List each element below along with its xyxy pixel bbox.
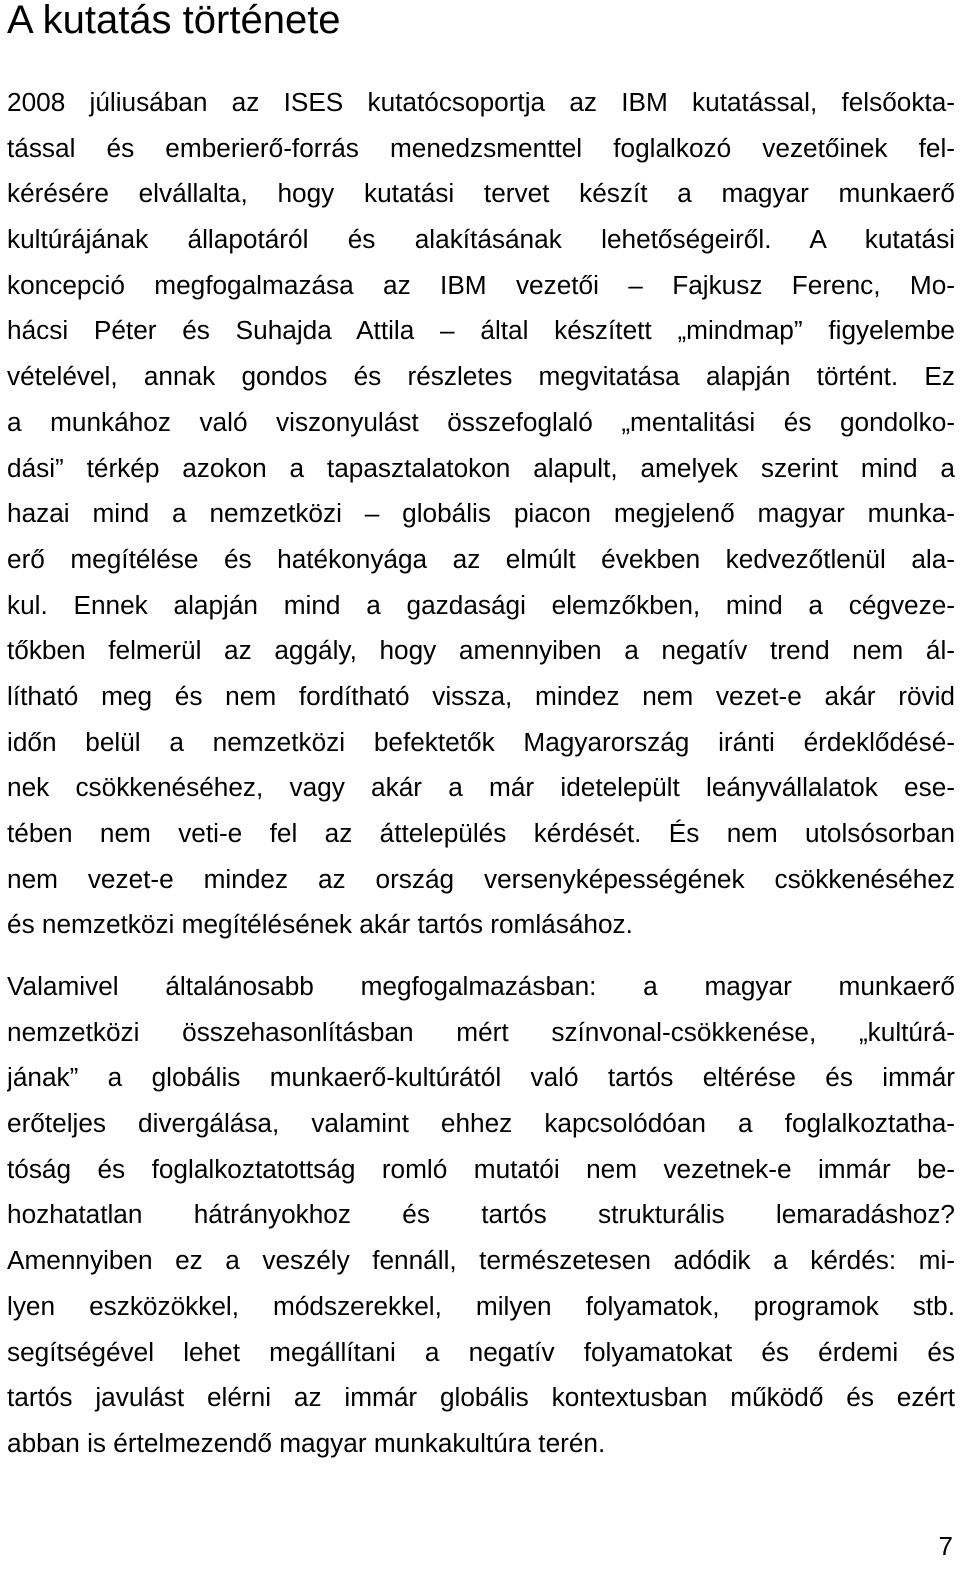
text-line: kultúrájának állapotáról és alakításának lehetőségeiről. A kutatási xyxy=(7,224,955,255)
text-line: abban is értelmezendő magyar munkakultúra terén. xyxy=(7,1427,606,1458)
text-line: tartós javulást elérni az immár globális kontextusban működő és ezért xyxy=(7,1382,955,1413)
text-line: a munkához való viszonyulást összefoglaló „mentalitási és gondolko- xyxy=(7,406,955,437)
text-line: vételével, annak gondos és részletes megvitatása alapján történt. Ez xyxy=(7,361,955,392)
text-line: és nemzetközi megítélésének akár tartós romlásához. xyxy=(7,909,633,940)
text-line: nem vezet-e mindez az ország versenyképességének csökkenéséhez xyxy=(7,863,955,894)
text-line: tással és emberierő-forrás menedzsmenttel foglalkozó vezetőinek fel- xyxy=(7,132,955,163)
text-line: nek csökkenéséhez, vagy akár a már idetelepült leányvállalatok ese- xyxy=(7,772,955,803)
text-line: tében nem veti-e fel az áttelepülés kérdését. És nem utolsósorban xyxy=(7,818,955,848)
text-line: Amennyiben ez a veszély fennáll, természetesen adódik a kérdés: mi- xyxy=(7,1245,955,1276)
text-line: kérésére elvállalta, hogy kutatási tervet készít a magyar munkaerő xyxy=(7,178,955,209)
text-line: lítható meg és nem fordítható vissza, mindez nem vezet-e akár rövid xyxy=(7,680,955,711)
text-line: nemzetközi összehasonlításban mért színvonal-csökkenése, „kultúrá- xyxy=(7,1016,955,1047)
text-line: hácsi Péter és Suhajda Attila – által készített „mindmap” figyelembe xyxy=(7,315,955,346)
text-line: koncepció megfogalmazása az IBM vezetői – Fajkusz Ferenc, Mo- xyxy=(7,269,955,300)
text-line: hozhatatlan hátrányokhoz és tartós strukturális lemaradáshoz? xyxy=(7,1199,955,1230)
text-line: segítségével lehet megállítani a negatív folyamatokat és érdemi és xyxy=(7,1336,955,1367)
text-line: kul. Ennek alapján mind a gazdasági elemzőkben, mind a cégveze- xyxy=(7,589,955,620)
text-line: tóság és foglalkoztatottság romló mutatói nem vezetnek-e immár be- xyxy=(7,1153,955,1184)
page-number: 7 xyxy=(938,1531,953,1561)
text-line: tőkben felmerül az aggály, hogy amennyiben a negatív trend nem ál- xyxy=(7,635,955,666)
text-line: lyen eszközökkel, módszerekkel, milyen folyamatok, programok stb. xyxy=(7,1290,955,1321)
paragraph-general-formulation xyxy=(7,964,955,1467)
text-line: jának” a globális munkaerő-kultúrától való tartós eltérése és immár xyxy=(7,1062,955,1093)
paragraph-research-history xyxy=(7,80,955,948)
text-line: időn belül a nemzetközi befektetők Magyarország iránti érdeklődésé- xyxy=(7,726,955,757)
text-line: erőteljes divergálása, valamint ehhez kapcsolódóan a foglalkoztatha- xyxy=(7,1108,955,1139)
text-line: erő megítélése és hatékonyága az elmúlt években kedvezőtlenül ala- xyxy=(7,543,955,574)
text-line: hazai mind a nemzetközi – globális piacon megjelenő magyar munka- xyxy=(7,498,955,529)
text-line: 2008 júliusában az ISES kutatócsoportja az IBM kutatással, felsőokta- xyxy=(7,87,955,117)
page-title: A kutatás története xyxy=(7,0,341,42)
text-line: Valamivel általánosabb megfogalmazásban: a magyar munkaerő xyxy=(7,971,955,1001)
text-line: dási” térkép azokon a tapasztalatokon alapult, amelyek szerint mind a xyxy=(7,452,955,483)
